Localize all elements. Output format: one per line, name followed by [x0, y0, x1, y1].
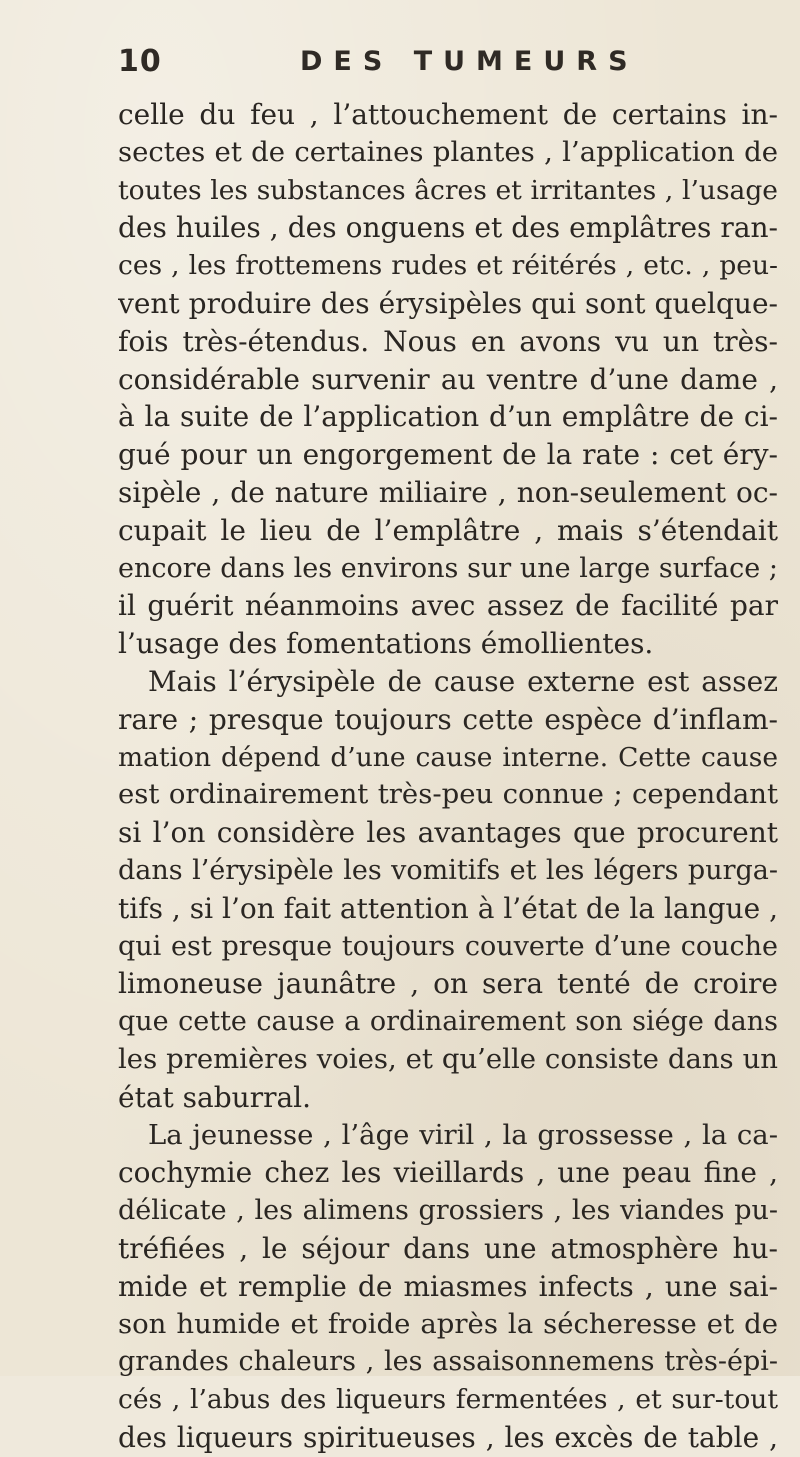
text-line: qui est presque toujours couverte d’une couche — [118, 930, 778, 962]
text-line: les premières voies, et qu’elle consiste dans un — [118, 1042, 778, 1075]
text-line: celle du feu , l’attouchement de certains in- — [118, 98, 778, 131]
text-line: rare ; presque toujours cette espèce d’inflam- — [118, 702, 778, 736]
text-line: gué pour un engorgement de la rate : cet éry- — [118, 438, 778, 472]
text-line: tifs , si l’on fait attention à l’état de la langue , — [118, 891, 778, 925]
text-line: son humide et froide après la sécheresse et de — [118, 1307, 778, 1340]
text-line: limoneuse jaunâtre , on sera tenté de croire — [118, 967, 778, 1001]
text-line: délicate , les alimens grossiers , les viandes pu- — [118, 1195, 778, 1227]
text-line: il guérit néanmoins avec assez de facilité par — [118, 589, 778, 623]
text-line: tréfiées , le séjour dans une atmosphère hu- — [118, 1231, 778, 1265]
text-line: l’usage des fomentations émollientes. — [118, 627, 654, 661]
text-line: état saburral. — [118, 1080, 312, 1114]
text-line: des liqueurs spiritueuses , les excès de table , — [118, 1420, 778, 1454]
running-head: DES TUMEURS — [300, 46, 639, 77]
text-line: ces , les frottemens rudes et réitérés , etc. , peu- — [118, 250, 778, 282]
body-text — [118, 96, 778, 1457]
text-line: sectes et de certaines plantes , l’application de — [118, 135, 778, 168]
text-line: que cette cause a ordinairement son siége dans — [118, 1006, 778, 1038]
text-line: dans l’érysipèle les vomitifs et les légers purga- — [118, 854, 778, 886]
text-line: est ordinairement très-peu connue ; cependant — [118, 778, 778, 811]
text-line: cupait le lieu de l’emplâtre , mais s’étendait — [118, 513, 778, 547]
text-line: grandes chaleurs , les assaisonnemens très-épi- — [118, 1346, 778, 1378]
text-line: toutes les substances âcres et irritantes , l’usage — [118, 174, 778, 206]
text-line: mation dépend d’une cause interne. Cette cause — [118, 741, 778, 773]
text-line: cés , l’abus des liqueurs fermentées , et sur-tout — [118, 1384, 778, 1416]
text-line: Mais l’érysipèle de cause externe est assez — [148, 664, 778, 698]
text-line: vent produire des érysipèles qui sont quelque- — [118, 286, 778, 320]
page-number: 10 — [118, 44, 162, 79]
text-line: des huiles , des onguens et des emplâtres ran- — [118, 211, 778, 245]
text-line: encore dans les environs sur une large surface ; — [118, 552, 778, 584]
text-line: sipèle , de nature miliaire , non-seulement oc- — [118, 475, 778, 509]
text-line: fois très-étendus. Nous en avons vu un très- — [118, 324, 778, 358]
text-line: La jeunesse , l’âge viril , la grossesse , la ca- — [148, 1118, 778, 1151]
text-line: à la suite de l’application d’un emplâtre de ci- — [118, 400, 778, 434]
page-header — [118, 44, 758, 84]
text-line: cochymie chez les vieillards , une peau fine , — [118, 1156, 778, 1190]
text-line: considérable survenir au ventre d’une dame , — [118, 362, 778, 396]
text-line: si l’on considère les avantages que procurent — [118, 816, 778, 850]
text-line: mide et remplie de miasmes infects , une sai- — [118, 1269, 778, 1303]
